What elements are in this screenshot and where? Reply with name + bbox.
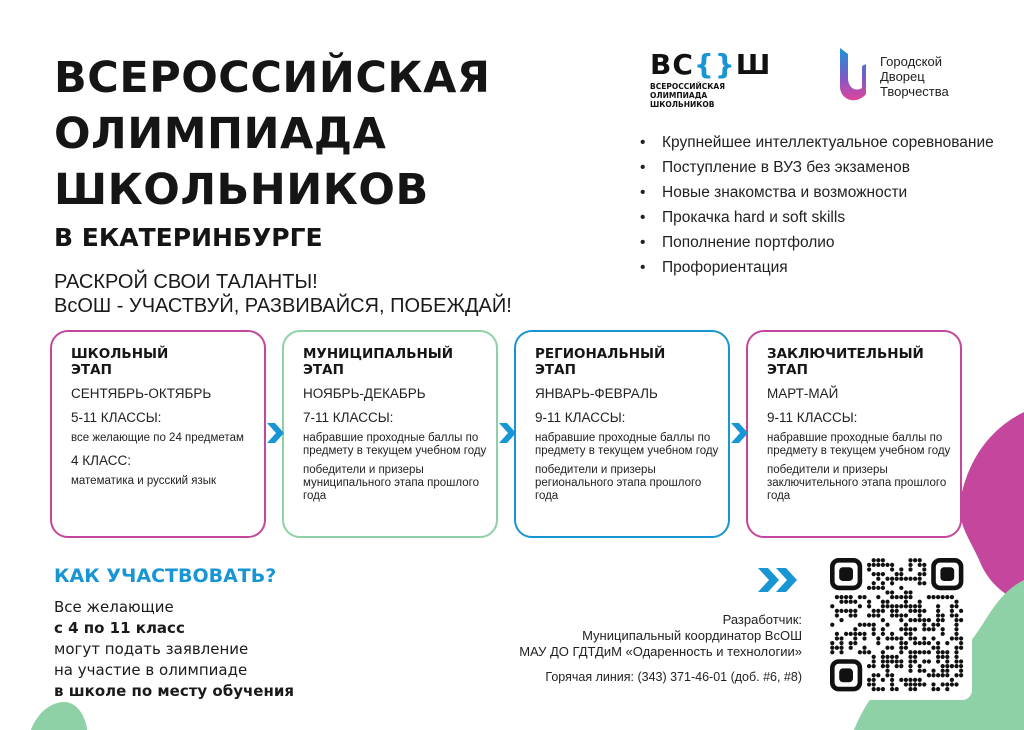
bullet-dot: •	[640, 134, 646, 151]
benefits-list	[640, 134, 1000, 284]
developer-line-1: Муниципальный координатор ВсОШ	[582, 628, 802, 643]
stage-title: МУНИЦИПАЛЬНЫЙ	[303, 346, 454, 362]
stage-period: СЕНТЯБРЬ-ОКТЯБРЬ	[71, 386, 212, 401]
bullet-dot: •	[640, 184, 646, 201]
stage-grades-secondary: 4 КЛАСС:	[71, 453, 131, 468]
stage-grades: 9-11 КЛАССЫ:	[767, 410, 858, 425]
benefit-item	[640, 134, 1000, 152]
benefit-text: Поступление в ВУЗ без экзаменов	[662, 159, 910, 176]
title-line-1: ВСЕРОССИЙСКАЯ	[54, 53, 491, 103]
gdt-line-3: Творчества	[880, 83, 949, 99]
vsosh-caption-line-3: ШКОЛЬНИКОВ	[650, 100, 715, 109]
city-subtitle: В ЕКАТЕРИНБУРГЕ	[54, 223, 323, 252]
benefit-item	[640, 234, 1000, 252]
gdt-line-2: Дворец	[880, 68, 925, 84]
vsosh-logo	[650, 50, 771, 109]
stage-title: ЗАКЛЮЧИТЕЛЬНЫЙ	[767, 346, 924, 362]
stage-title-word: ЭТАП	[535, 362, 576, 378]
vsosh-mark-left: ВС	[650, 48, 694, 81]
benefit-item	[640, 159, 1000, 177]
benefit-text: Новые знакомства и возможности	[662, 184, 908, 201]
stage-grades: 5-11 КЛАССЫ:	[71, 410, 162, 425]
chevron-right-icon	[264, 421, 286, 445]
title-line-2: ОЛИМПИАДА	[54, 109, 387, 159]
how-line-4-bold: в школе по месту обучения	[54, 682, 294, 700]
stage-title-word: ЭТАП	[303, 362, 344, 378]
stage-description-secondary: победители и призеры муниципального этапа прошлого года	[303, 464, 479, 502]
stage-description-secondary: победители и призеры регионального этапа прошлого года	[535, 464, 702, 502]
slogan-line-2: ВсОШ - УЧАСТВУЙ, РАЗВИВАЙСЯ, ПОБЕЖДАЙ!	[54, 295, 512, 317]
slogan-line-1: РАСКРОЙ СВОИ ТАЛАНТЫ!	[54, 271, 318, 293]
gdt-logo-text	[880, 54, 949, 99]
vsosh-caption-line-1: ВСЕРОССИЙСКАЯ	[650, 82, 725, 91]
bullet-dot: •	[640, 234, 646, 251]
green-blob-shape-bottom-left	[28, 700, 88, 730]
stage-card-school	[50, 330, 266, 538]
slogan	[54, 270, 512, 318]
stage-title-word: ЭТАП	[71, 362, 112, 378]
benefit-item	[640, 184, 1000, 202]
benefit-item	[640, 209, 1000, 227]
stage-card-final	[746, 330, 962, 538]
gdt-logo	[836, 44, 949, 108]
title-line-3: ШКОЛЬНИКОВ	[54, 165, 429, 215]
developer-info	[519, 612, 802, 685]
double-chevron-right-icon	[756, 566, 802, 594]
vsosh-logo-mark	[650, 50, 771, 80]
bullet-dot: •	[640, 209, 646, 226]
chevron-right-icon	[728, 421, 750, 445]
benefit-text: Пополнение портфолио	[662, 234, 835, 251]
how-line-1	[54, 597, 294, 639]
benefit-text: Прокачка hard и soft skills	[662, 209, 846, 226]
stage-card-regional	[514, 330, 730, 538]
chevron-right-icon	[496, 421, 518, 445]
stage-period: ЯНВАРЬ-ФЕВРАЛЬ	[535, 386, 658, 401]
how-to-participate-text	[54, 597, 294, 702]
main-title	[54, 50, 614, 254]
hotline-text: Горячая линия: (343) 371-46-01 (доб. #6, #8)	[545, 670, 802, 684]
how-line-2: могут подать заявление	[54, 640, 249, 658]
developer-line-2: МАУ ДО ГДТДиМ «Одаренность и технологии»	[519, 644, 802, 659]
stage-description-secondary: математика и русский язык	[71, 475, 217, 487]
vsosh-caption-line-2: ОЛИМПИАДА	[650, 91, 708, 100]
how-line-4	[54, 681, 294, 702]
stage-grades: 7-11 КЛАССЫ:	[303, 410, 394, 425]
vsosh-logo-caption	[650, 82, 771, 109]
bullet-dot: •	[640, 159, 646, 176]
stage-title: ШКОЛЬНЫЙ	[71, 346, 169, 362]
stage-title: РЕГИОНАЛЬНЫЙ	[535, 346, 666, 362]
how-to-participate-heading: КАК УЧАСТВОВАТЬ?	[54, 565, 277, 587]
stage-description: набравшие проходные баллы по предмету в текущем учебном году	[303, 432, 487, 457]
stage-title-word: ЭТАП	[767, 362, 808, 378]
developer-label: Разработчик:	[722, 612, 802, 627]
gdt-logo-icon	[836, 44, 868, 108]
qr-code-card	[822, 550, 972, 700]
stage-description: набравшие проходные баллы по предмету в текущем учебном году	[535, 432, 719, 457]
stage-period: МАРТ-МАЙ	[767, 386, 839, 401]
benefit-text: Крупнейшее интеллектуальное соревнование	[662, 134, 994, 151]
vsosh-mark-right: Ш	[735, 48, 772, 81]
stage-description-secondary: победители и призеры заключительного этапа прошлого года	[767, 464, 947, 502]
bullet-dot: •	[640, 259, 646, 276]
stage-grades: 9-11 КЛАССЫ:	[535, 410, 626, 425]
stage-period: НОЯБРЬ-ДЕКАБРЬ	[303, 386, 426, 401]
benefit-item	[640, 259, 1000, 277]
how-line-1-regular: Все желающие	[54, 598, 174, 616]
qr-code[interactable]	[822, 550, 972, 700]
stage-description: все желающие по 24 предметам	[71, 432, 244, 444]
stage-description: набравшие проходные баллы по предмету в текущем учебном году	[767, 432, 951, 457]
how-line-1-bold: с 4 по 11 класс	[54, 619, 185, 637]
vsosh-mark-braces: {}	[693, 48, 736, 81]
gdt-line-1: Городской	[880, 53, 942, 69]
how-line-3: на участие в олимпиаде	[54, 661, 248, 679]
stage-card-municipal	[282, 330, 498, 538]
benefit-text: Профориентация	[662, 259, 788, 276]
